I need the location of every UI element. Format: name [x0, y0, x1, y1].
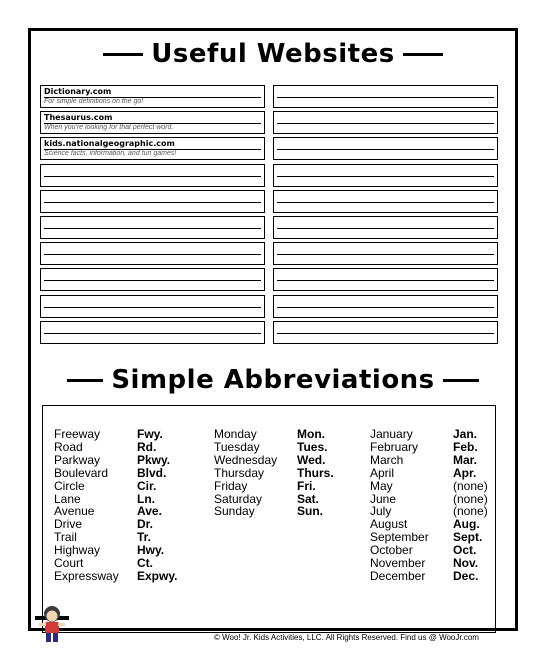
street-word: Road: [54, 439, 83, 454]
month-abbreviation: (none): [453, 504, 488, 519]
street-abbreviation: Ave.: [137, 504, 162, 519]
street-word: Circle: [54, 478, 85, 493]
month-abbreviation: (none): [453, 478, 488, 493]
street-word: Highway: [54, 543, 101, 558]
day-word: Thursday: [214, 465, 265, 480]
day-word: Sunday: [214, 504, 255, 519]
month-word: February: [370, 439, 419, 454]
entry-divider-line: [277, 176, 494, 177]
website-entry-box[interactable]: [40, 85, 265, 108]
entry-divider-line: [44, 176, 261, 177]
entry-divider-line: [277, 97, 494, 98]
website-entry-box[interactable]: [273, 268, 498, 291]
month-abbreviation: Jan.: [453, 427, 478, 441]
website-entry-box[interactable]: [40, 268, 265, 291]
street-abbreviation: Rd.: [137, 439, 157, 454]
street-word: Boulevard: [54, 465, 109, 480]
entry-divider-line: [277, 123, 494, 124]
website-name: kids.nationalgeographic.com: [44, 139, 175, 149]
day-word: Tuesday: [214, 439, 260, 454]
website-entry-box[interactable]: [273, 137, 498, 160]
website-entry-box[interactable]: [40, 111, 265, 134]
day-word: Saturday: [214, 491, 263, 506]
abbreviations-box: [42, 405, 496, 633]
website-entry-box[interactable]: [273, 242, 498, 265]
month-abbreviation: Nov.: [453, 556, 479, 571]
website-entry-box[interactable]: [273, 111, 498, 134]
website-entry-box[interactable]: [273, 321, 498, 344]
street-word: Parkway: [54, 452, 101, 467]
day-abbreviation: Mon.: [297, 427, 325, 441]
street-abbreviation: Tr.: [137, 530, 152, 545]
month-abbreviation: Oct.: [453, 543, 477, 558]
website-name: Dictionary.com: [44, 87, 112, 96]
street-word: Expressway: [54, 568, 119, 583]
month-word: January: [370, 427, 413, 441]
websites-heading: [31, 41, 515, 67]
entry-divider-line: [44, 280, 261, 281]
street-word: Avenue: [54, 504, 95, 519]
copyright-footer: © Woo! Jr. Kids Activities, LLC. All Rights Reserved. Find us @ WooJr.com: [214, 633, 479, 642]
street-word: Drive: [54, 517, 83, 532]
month-abbreviation: Dec.: [453, 568, 479, 583]
month-word: August: [370, 517, 408, 532]
month-word: June: [370, 491, 397, 506]
street-abbreviation: Fwy.: [137, 427, 163, 441]
website-description: When you're looking for that perfect word.: [44, 124, 174, 132]
month-abbreviation: (none): [453, 491, 488, 506]
month-word: July: [370, 504, 392, 519]
heading-dash-left: [103, 53, 143, 56]
abbreviations-heading: [31, 367, 515, 393]
entry-divider-line: [277, 254, 494, 255]
entry-divider-line: [44, 202, 261, 203]
website-entry-box[interactable]: [40, 295, 265, 318]
website-description: For simple definitions on the go!: [44, 98, 144, 105]
heading-dash-right: [403, 53, 443, 56]
kid-mascot-icon: [35, 604, 69, 644]
day-word: Friday: [214, 478, 248, 493]
street-abbreviation: Ct.: [137, 556, 153, 571]
street-abbreviation: Hwy.: [137, 543, 165, 558]
street-abbr-column: [137, 428, 177, 583]
month-word: March: [370, 452, 404, 467]
month-abbreviation: Aug.: [453, 517, 480, 532]
entry-divider-line: [44, 333, 261, 334]
website-entry-box[interactable]: [273, 216, 498, 239]
website-entry-box[interactable]: [40, 216, 265, 239]
street-abbreviation: Ln.: [137, 491, 155, 506]
street-word: Lane: [54, 491, 81, 506]
month-word: April: [370, 465, 395, 480]
website-entry-box[interactable]: [40, 137, 265, 160]
month-word: November: [370, 556, 426, 571]
entry-divider-line: [277, 333, 494, 334]
month-word: December: [370, 568, 426, 583]
month-words-column: [370, 428, 429, 583]
website-entry-box[interactable]: [273, 190, 498, 213]
day-words-column: [214, 428, 277, 518]
month-word: October: [370, 543, 413, 558]
abbreviations-title: Simple Abbreviations: [111, 365, 435, 395]
day-abbreviation: Sat.: [297, 491, 320, 506]
day-abbreviation: Fri.: [297, 478, 316, 493]
entry-divider-line: [277, 307, 494, 308]
day-abbreviation: Tues.: [297, 439, 328, 454]
month-abbreviation: Apr.: [453, 465, 477, 480]
website-entry-box[interactable]: [273, 85, 498, 108]
entry-divider-line: [277, 228, 494, 229]
month-abbreviation: Feb.: [453, 439, 478, 454]
street-abbreviation: Blvd.: [137, 465, 167, 480]
day-word: Wednesday: [214, 452, 278, 467]
day-abbr-column: [297, 428, 334, 518]
street-abbreviation: Expwy.: [137, 568, 178, 583]
day-abbreviation: Thurs.: [297, 465, 334, 480]
day-abbreviation: Wed.: [297, 452, 326, 467]
day-word: Monday: [214, 427, 257, 441]
heading-dash-right: [443, 379, 479, 382]
street-word: Court: [54, 556, 84, 571]
entry-divider-line: [277, 280, 494, 281]
street-word: Freeway: [54, 427, 101, 441]
entry-divider-line: [44, 254, 261, 255]
website-entry-box[interactable]: [40, 190, 265, 213]
day-abbreviation: Sun.: [297, 504, 323, 519]
website-entry-box[interactable]: [273, 164, 498, 187]
website-description: Science facts, information, and fun games!: [44, 150, 177, 158]
website-entry-box[interactable]: [40, 321, 265, 344]
street-abbreviation: Pkwy.: [137, 452, 171, 467]
street-word: Trail: [54, 530, 77, 545]
entry-divider-line: [277, 202, 494, 203]
month-word: September: [370, 530, 429, 545]
website-entry-box[interactable]: [40, 164, 265, 187]
worksheet-frame: [28, 28, 518, 631]
month-word: May: [370, 478, 393, 493]
month-abbr-column: [453, 428, 488, 583]
heading-dash-left: [67, 379, 103, 382]
month-abbreviation: Mar.: [453, 452, 478, 467]
month-abbreviation: Sept.: [453, 530, 483, 545]
entry-divider-line: [44, 228, 261, 229]
website-entry-box[interactable]: [40, 242, 265, 265]
websites-title: Useful Websites: [151, 39, 395, 69]
website-entry-box[interactable]: [273, 295, 498, 318]
website-name: Thesaurus.com: [44, 113, 113, 123]
entry-divider-line: [44, 307, 261, 308]
street-words-column: [54, 428, 119, 583]
entry-divider-line: [277, 149, 494, 150]
street-abbreviation: Dr.: [137, 517, 154, 532]
street-abbreviation: Cir.: [137, 478, 157, 493]
